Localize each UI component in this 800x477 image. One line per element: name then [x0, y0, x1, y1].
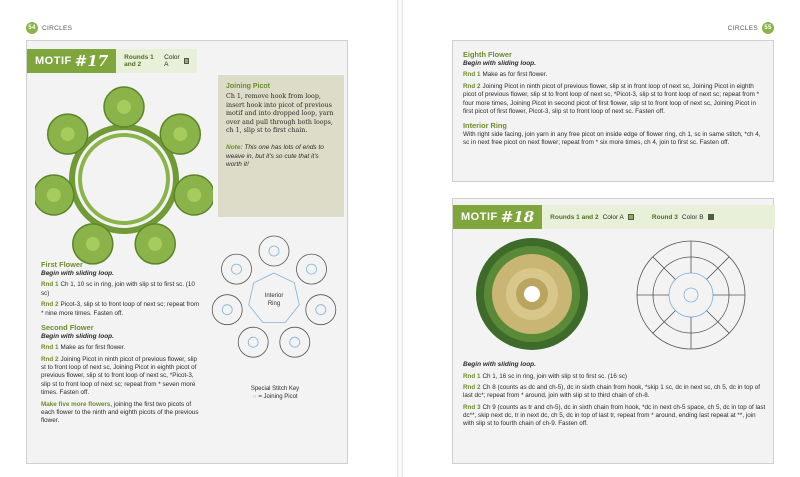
- joining-picot-title: Joining Picot: [226, 83, 270, 90]
- second-flower-rnd-2: [41, 356, 203, 398]
- stitch-diagram-svg: [631, 235, 751, 355]
- motif-word: MOTIF: [35, 55, 72, 67]
- rnd-label: Rnd 1: [41, 344, 59, 352]
- color-a-swatch: [628, 214, 634, 220]
- make-more-flowers: [41, 401, 203, 426]
- eighth-flower-title: Eighth Flower: [463, 50, 512, 59]
- flower-ring-photo: [35, 75, 213, 283]
- motif-18-rnd-2: [463, 384, 767, 401]
- stitch-key-item: [227, 394, 323, 400]
- motif-word: MOTIF: [461, 211, 498, 223]
- stitch-key-title: Special Stitch Key: [250, 386, 300, 392]
- motif-18-subtitle: Begin with sliding loop.: [463, 361, 536, 368]
- color-b-label: Color B: [681, 213, 704, 221]
- rnd-text: Make as for first flower.: [482, 71, 548, 79]
- joining-picot-symbol-icon: ∩: [252, 394, 257, 400]
- motif-17-continued-panel: [452, 40, 774, 182]
- motif-color-info: [542, 205, 775, 229]
- page-number: 54: [26, 22, 38, 34]
- rnd-label: Rnd 1: [463, 372, 481, 380]
- first-flower-rnd-1: [41, 281, 203, 298]
- color-b-swatch: [708, 214, 714, 220]
- motif-17-continued-text: [463, 45, 767, 151]
- motif-number: #18: [500, 208, 535, 226]
- rnd-text: Ch 9 (counts as tr and ch-5), dc in sixth chain from hook, *dc in next ch-5 space, ch 5, dc in top of last dc**, skip next dc, tr in next dc, ch 5, dc in top of last tr, repeat from * around, ending last repeat at **, join with slip st to fourth chain of ch-9. Fasten off.: [463, 403, 766, 428]
- rnd-label: Rnd 2: [463, 82, 481, 90]
- motif-18-instructions: [463, 361, 767, 432]
- circle-motif-photo: [473, 235, 591, 353]
- right-page: [402, 0, 800, 477]
- section-name: CIRCLES: [42, 24, 73, 32]
- motif-17-instructions: [41, 255, 203, 429]
- motif-18-stitch-diagram: [631, 235, 751, 355]
- stitch-key-item-label: = Joining Picot: [258, 394, 298, 400]
- second-flower-rnd-1: [41, 344, 203, 352]
- color-a-swatch: [184, 58, 189, 64]
- rnd-label: Rnd 3: [463, 403, 481, 411]
- eighth-flower-rnd-1: [463, 71, 767, 79]
- eighth-flower-subtitle: Begin with sliding loop.: [463, 59, 536, 67]
- diagram-label-ring: Ring: [267, 301, 281, 307]
- eighth-flower-rnd-2: [463, 83, 767, 116]
- rnd-text: Ch 1, 16 sc in ring, join with slip st to first sc. (16 sc): [482, 372, 628, 380]
- first-flower-rnd-2: [41, 301, 203, 318]
- rnd-text: Make as for first flower.: [60, 344, 126, 352]
- motif-color-info: [116, 49, 197, 73]
- interior-ring-text: With right side facing, join yarn in any free picot on inside edge of flower ring, ch 1, sc in same stitch, *ch 4, sc in next free picot on next flower; repeat from * six more times, ch 4, join to first sc. Fasten off.: [463, 131, 761, 147]
- motif-17-panel: [26, 40, 348, 464]
- color-a-label: Color A: [602, 213, 624, 221]
- note-label: Note:: [226, 143, 243, 151]
- rnd-label: Rnd 1: [463, 71, 481, 79]
- stitch-diagram-svg: [205, 229, 343, 369]
- right-page-header: [728, 22, 774, 34]
- motif-tag: [27, 49, 116, 73]
- motif-tag: [453, 205, 542, 229]
- left-page-header: [26, 22, 72, 34]
- motif-18-rnd-3: [463, 404, 767, 429]
- motif-17-photo: [35, 75, 213, 283]
- rounds-label: Rounds 1 and 2: [550, 213, 599, 221]
- motif-18-photo: [473, 235, 591, 353]
- motif-number: #17: [74, 52, 109, 70]
- rnd-label: Rnd 1: [41, 281, 59, 289]
- motif-18-panel: [452, 198, 774, 464]
- rnd-text: Picot-3, slip st to front loop of next sc; repeat from * nine more times. Fasten off.: [41, 301, 200, 317]
- round3-label: Round 3: [651, 213, 678, 221]
- first-flower-title: First Flower: [41, 260, 83, 269]
- motif-17-stitch-diagram: [205, 229, 343, 369]
- make-more-text: joining the first two picots of each flower to the ninth and eighth picots of the previous flower.: [41, 400, 199, 425]
- left-page: [0, 0, 398, 477]
- page-number: 55: [762, 22, 774, 34]
- rnd-label: Rnd 2: [41, 355, 59, 363]
- rnd-label: Rnd 2: [463, 384, 481, 391]
- rnd-text: Joining Picot in ninth picot of previous flower, slip st in front loop of next sc, Joining Picot in eighth picot of previous flower, slip st to front loop of next sc, *Picot-3, slip st to front loop of next sc; repeat from * four more times, Joining Picot in second picot of first flower, slip st to front loop of next sc, Joining Picot in first picot of first flower, Picot-3, slip st to front loop of next sc. Fasten off.: [463, 82, 760, 115]
- joining-picot-tip: [226, 144, 336, 170]
- motif-18-header: [453, 205, 775, 229]
- joining-picot-note: [218, 75, 344, 217]
- rnd-label: Rnd 2: [41, 301, 59, 309]
- rnd-text: Joining Picot in ninth picot of previous flower, slip st to front loop of next sc, Joining Picot in eighth picot of previous flower, slip st to front loop of next sc, *Picot-3, slip st to front loop of next sc; repeat from * seven more times. Fasten off.: [41, 355, 198, 397]
- interior-ring-title: Interior Ring: [463, 121, 507, 131]
- second-flower-title: Second Flower: [41, 322, 94, 332]
- second-flower-subtitle: Begin with sliding loop.: [41, 332, 114, 340]
- motif-17-header: [27, 49, 197, 73]
- rnd-text: Ch 1, 10 sc in ring, join with slip st to first sc. (10 sc): [41, 281, 195, 297]
- color-label: Color A: [164, 54, 180, 68]
- joining-picot-body: Ch 1, remove hook from loop, insert hook into picot of previous motif and into dropped loop, yarn over and pull through both loops, ch 1, slip st to first chain.: [226, 93, 334, 135]
- diagram-label-interior: Interior: [264, 293, 284, 299]
- make-more-label: Make five more flowers,: [41, 400, 113, 408]
- section-name: CIRCLES: [727, 24, 758, 32]
- note-text: This one has lots of ends to weave in, but it's so cute that it's worth it!: [226, 143, 324, 169]
- stitch-key: [227, 386, 323, 400]
- motif-18-rnd-1: [463, 373, 767, 381]
- first-flower-subtitle: Begin with sliding loop.: [41, 269, 114, 277]
- rnd-text: Ch 8 (counts as dc and ch-5), dc in sixth chain from hook, *skip 1 sc, dc in next sc, ch 5, dc in top of last dc*; repeat from * around, join with slip st to third chain of ch-8.: [463, 384, 761, 400]
- rounds-label: Rounds 1 and 2: [124, 54, 154, 68]
